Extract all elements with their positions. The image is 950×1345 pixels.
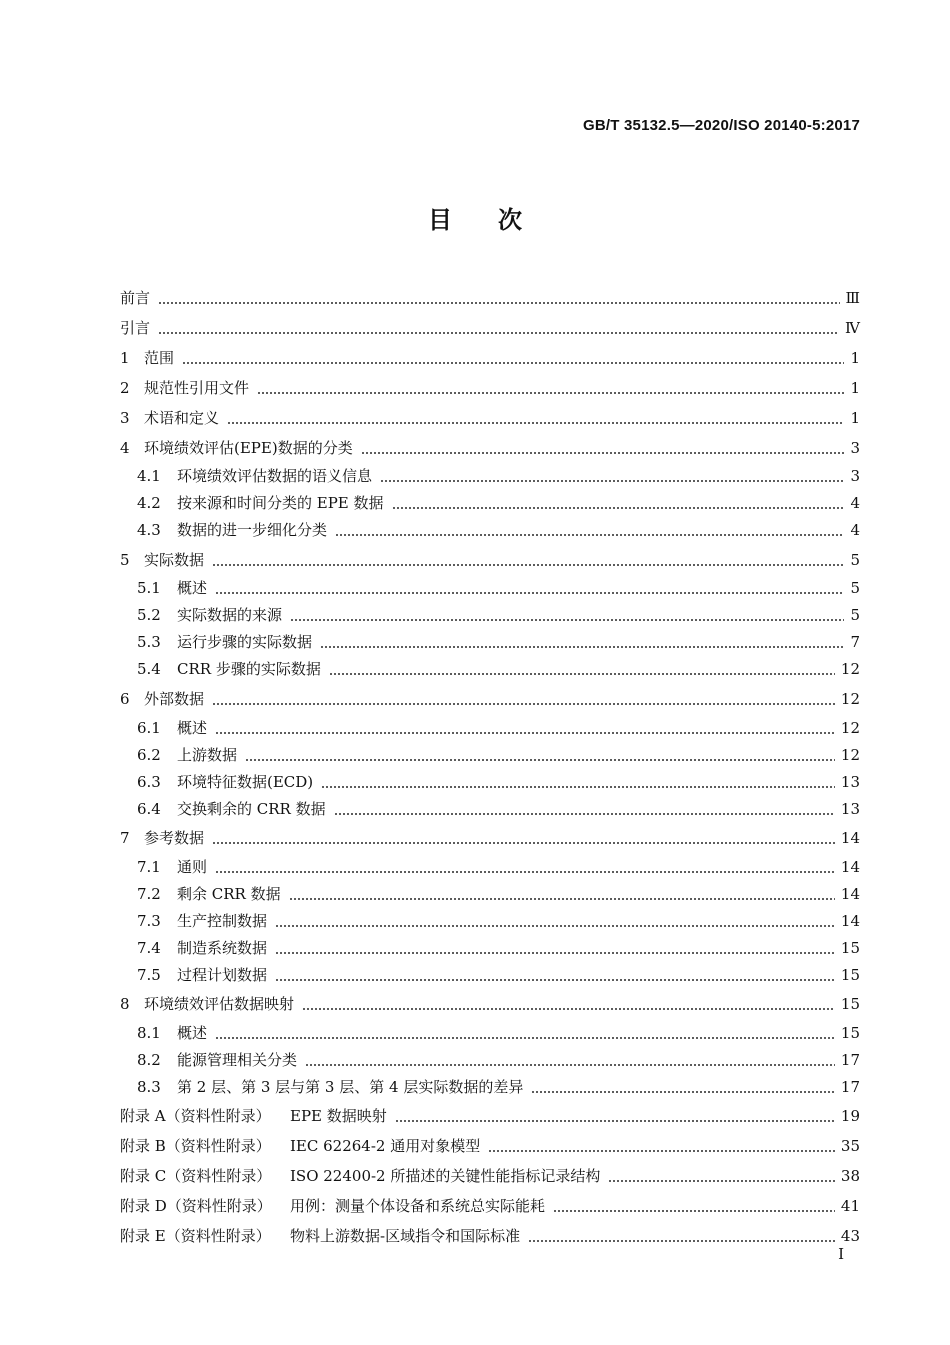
toc-annex-id: 附录 D（资料性附录） bbox=[120, 1197, 272, 1215]
toc-entry-number: 4 bbox=[120, 439, 130, 457]
toc-leader-dots bbox=[275, 965, 835, 985]
toc-entry-number: 7.4 bbox=[137, 939, 161, 957]
toc-entry[interactable] bbox=[120, 460, 860, 486]
toc-page-number: 7 bbox=[850, 633, 860, 651]
toc-entry[interactable] bbox=[120, 932, 860, 958]
toc-leader-dots bbox=[257, 378, 844, 398]
toc-entry-label: 实际数据的来源 bbox=[177, 606, 283, 624]
toc-page-number: 15 bbox=[840, 1024, 860, 1042]
toc-entry[interactable] bbox=[120, 1044, 860, 1070]
toc-entry-label: 环境特征数据(ECD) bbox=[177, 773, 314, 791]
toc-entry[interactable] bbox=[120, 1017, 860, 1043]
toc-leader-dots bbox=[158, 318, 839, 338]
toc-leader-dots bbox=[275, 911, 835, 931]
toc-entry-number: 5 bbox=[120, 551, 130, 569]
toc-entry-label: 环境绩效评估数据映射 bbox=[144, 995, 295, 1013]
toc-leader-dots bbox=[158, 288, 840, 308]
toc-entry-label: 数据的进一步细化分类 bbox=[177, 521, 328, 539]
toc-leader-dots bbox=[392, 493, 844, 513]
toc-entry[interactable] bbox=[120, 626, 860, 652]
toc-entry-label: 实际数据 bbox=[144, 551, 205, 569]
page-title: 目次 bbox=[428, 205, 568, 234]
toc-page-number: 41 bbox=[840, 1197, 860, 1215]
toc-page-number: 12 bbox=[840, 746, 860, 764]
toc-page-number: 12 bbox=[840, 719, 860, 737]
toc-page-number: Ⅲ bbox=[845, 289, 860, 307]
toc-page-number: 19 bbox=[840, 1107, 860, 1125]
toc-entry-number: 5.3 bbox=[137, 633, 161, 651]
toc-page-number: 17 bbox=[840, 1078, 860, 1096]
toc-entry[interactable] bbox=[120, 851, 860, 877]
toc-page-number: 14 bbox=[840, 858, 860, 876]
toc-leader-dots bbox=[361, 438, 844, 458]
toc-entry-label: 交换剩余的 CRR 数据 bbox=[177, 800, 326, 818]
toc-entry[interactable] bbox=[120, 342, 860, 368]
toc-entry-number: 8.1 bbox=[137, 1024, 161, 1042]
toc-page-number: 12 bbox=[840, 660, 860, 678]
toc-leader-dots bbox=[329, 659, 835, 679]
page-number: I bbox=[838, 1245, 844, 1263]
toc-page-number: 13 bbox=[840, 800, 860, 818]
toc-page-number: Ⅳ bbox=[845, 319, 860, 337]
toc-leader-dots bbox=[245, 745, 835, 765]
toc-entry-label: 剩余 CRR 数据 bbox=[177, 885, 281, 903]
toc-leader-dots bbox=[212, 689, 835, 709]
toc-leader-dots bbox=[215, 857, 835, 877]
toc-leader-dots bbox=[488, 1136, 835, 1156]
toc-leader-dots bbox=[531, 1077, 835, 1097]
toc-page-number: 1 bbox=[850, 379, 860, 397]
toc-page-number: 15 bbox=[840, 995, 860, 1013]
toc-page-number: 13 bbox=[840, 773, 860, 791]
toc-entry-label: 引言 bbox=[120, 319, 151, 337]
toc-page-number: 14 bbox=[840, 912, 860, 930]
toc-entry[interactable] bbox=[120, 372, 860, 398]
toc-entry[interactable] bbox=[120, 282, 860, 308]
toc-entry-number: 5.4 bbox=[137, 660, 161, 678]
toc-page-number: 12 bbox=[840, 690, 860, 708]
toc-entry-label: 概述 bbox=[177, 579, 208, 597]
toc-entry-number: 4.3 bbox=[137, 521, 161, 539]
toc-page-number: 15 bbox=[840, 966, 860, 984]
toc-entry[interactable] bbox=[120, 822, 860, 848]
toc-entry-number: 5.2 bbox=[137, 606, 161, 624]
toc-entry[interactable] bbox=[120, 402, 860, 428]
toc-entry-number: 5.1 bbox=[137, 579, 161, 597]
toc-leader-dots bbox=[215, 1023, 835, 1043]
toc-entry[interactable] bbox=[120, 599, 860, 625]
toc-entry-number: 4.2 bbox=[137, 494, 161, 512]
toc-entry-label: IEC 62264-2 通用对象模型 bbox=[290, 1137, 481, 1155]
toc-entry-label: 概述 bbox=[177, 719, 208, 737]
toc-entry-label: 用例：测量个体设备和系统总实际能耗 bbox=[290, 1197, 546, 1215]
toc-entry-label: 按来源和时间分类的 EPE 数据 bbox=[177, 494, 384, 512]
toc-entry-label: EPE 数据映射 bbox=[290, 1107, 387, 1125]
toc-leader-dots bbox=[275, 938, 835, 958]
toc-entry-label: CRR 步骤的实际数据 bbox=[177, 660, 321, 678]
toc-entry[interactable] bbox=[120, 878, 860, 904]
toc-entry[interactable] bbox=[120, 1220, 860, 1246]
toc-entry[interactable] bbox=[120, 312, 860, 338]
toc-entry[interactable] bbox=[120, 712, 860, 738]
toc-entry[interactable] bbox=[120, 544, 860, 570]
toc-entry[interactable] bbox=[120, 905, 860, 931]
toc-leader-dots bbox=[334, 799, 835, 819]
toc-page-number: 4 bbox=[850, 494, 860, 512]
toc-leader-dots bbox=[608, 1166, 835, 1186]
toc-entry-number: 7.3 bbox=[137, 912, 161, 930]
toc-page-number: 3 bbox=[850, 467, 860, 485]
toc-entry[interactable] bbox=[120, 1100, 860, 1126]
toc-entry-label: 规范性引用文件 bbox=[144, 379, 250, 397]
toc-page-number: 5 bbox=[850, 606, 860, 624]
toc-entry-label: 参考数据 bbox=[144, 829, 205, 847]
toc-entry-label: 物料上游数据-区域指令和国际标准 bbox=[290, 1227, 521, 1245]
toc-page-number: 35 bbox=[840, 1137, 860, 1155]
toc-entry-number: 7.1 bbox=[137, 858, 161, 876]
toc-entry-label: ISO 22400-2 所描述的关键性能指标记录结构 bbox=[290, 1167, 601, 1185]
toc-leader-dots bbox=[553, 1196, 835, 1216]
toc-entry-number: 7 bbox=[120, 829, 130, 847]
toc-entry-label: 生产控制数据 bbox=[177, 912, 268, 930]
toc-page-number: 38 bbox=[840, 1167, 860, 1185]
toc-page-number: 43 bbox=[840, 1227, 860, 1245]
toc-entry-label: 第 2 层、第 3 层与第 3 层、第 4 层实际数据的差异 bbox=[177, 1078, 524, 1096]
toc-leader-dots bbox=[212, 828, 835, 848]
toc-entry-label: 上游数据 bbox=[177, 746, 238, 764]
toc-entry[interactable] bbox=[120, 1160, 860, 1186]
toc-entry-number: 6.1 bbox=[137, 719, 161, 737]
toc-entry[interactable] bbox=[120, 683, 860, 709]
toc-entry-label: 概述 bbox=[177, 1024, 208, 1042]
toc-entry-label: 能源管理相关分类 bbox=[177, 1051, 298, 1069]
toc-leader-dots bbox=[305, 1050, 835, 1070]
toc-annex-id: 附录 C（资料性附录） bbox=[120, 1167, 272, 1185]
toc-entry-number: 7.5 bbox=[137, 966, 161, 984]
toc-entry[interactable] bbox=[120, 959, 860, 985]
toc-entry[interactable] bbox=[120, 653, 860, 679]
toc-entry-label: 环境绩效评估数据的语义信息 bbox=[177, 467, 373, 485]
toc-entry-label: 术语和定义 bbox=[144, 409, 220, 427]
toc-leader-dots bbox=[215, 718, 835, 738]
toc-leader-dots bbox=[335, 520, 844, 540]
toc-entry-number: 8 bbox=[120, 995, 130, 1013]
toc-entry-number: 2 bbox=[120, 379, 130, 397]
toc-entry-number: 6.3 bbox=[137, 773, 161, 791]
toc-entry-number: 3 bbox=[120, 409, 130, 427]
toc-page-number: 1 bbox=[850, 349, 860, 367]
toc-entry[interactable] bbox=[120, 793, 860, 819]
toc-page-number: 3 bbox=[850, 439, 860, 457]
toc-annex-id: 附录 B（资料性附录） bbox=[120, 1137, 271, 1155]
toc-entry-label: 外部数据 bbox=[144, 690, 205, 708]
toc-leader-dots bbox=[528, 1226, 835, 1246]
toc-annex-id: 附录 E（资料性附录） bbox=[120, 1227, 271, 1245]
toc-entry-number: 8.3 bbox=[137, 1078, 161, 1096]
toc-entry-number: 6 bbox=[120, 690, 130, 708]
toc-entry-label: 制造系统数据 bbox=[177, 939, 268, 957]
toc-leader-dots bbox=[290, 605, 844, 625]
toc-page-number: 5 bbox=[850, 579, 860, 597]
toc-entry[interactable] bbox=[120, 1130, 860, 1156]
toc-leader-dots bbox=[302, 994, 835, 1014]
toc-page-number: 4 bbox=[850, 521, 860, 539]
toc-page-number: 1 bbox=[850, 409, 860, 427]
toc-page-number: 17 bbox=[840, 1051, 860, 1069]
toc-leader-dots bbox=[320, 632, 844, 652]
toc-entry[interactable] bbox=[120, 487, 860, 513]
toc-entry-number: 7.2 bbox=[137, 885, 161, 903]
toc-annex-id: 附录 A（资料性附录） bbox=[120, 1107, 271, 1125]
toc-entry-number: 6.4 bbox=[137, 800, 161, 818]
toc-page-number: 14 bbox=[840, 829, 860, 847]
toc-leader-dots bbox=[215, 578, 844, 598]
toc-leader-dots bbox=[380, 466, 844, 486]
toc-page-number: 5 bbox=[850, 551, 860, 569]
toc-entry-label: 通则 bbox=[177, 858, 208, 876]
toc-leader-dots bbox=[321, 772, 835, 792]
toc-entry-label: 运行步骤的实际数据 bbox=[177, 633, 313, 651]
toc-leader-dots bbox=[227, 408, 844, 428]
toc-entry[interactable] bbox=[120, 988, 860, 1014]
toc-leader-dots bbox=[212, 550, 844, 570]
toc-entry[interactable] bbox=[120, 1071, 860, 1097]
toc-entry[interactable] bbox=[120, 572, 860, 598]
toc-entry[interactable] bbox=[120, 432, 860, 458]
toc-leader-dots bbox=[182, 348, 844, 368]
toc-entry[interactable] bbox=[120, 514, 860, 540]
toc-page-number: 15 bbox=[840, 939, 860, 957]
toc-entry-number: 8.2 bbox=[137, 1051, 161, 1069]
toc-entry[interactable] bbox=[120, 766, 860, 792]
toc-entry-label: 环境绩效评估(EPE)数据的分类 bbox=[144, 439, 353, 457]
toc-entry-label: 范围 bbox=[144, 349, 175, 367]
toc-entry-label: 过程计划数据 bbox=[177, 966, 268, 984]
toc-entry-number: 6.2 bbox=[137, 746, 161, 764]
toc-entry-number: 1 bbox=[120, 349, 130, 367]
toc-page-number: 14 bbox=[840, 885, 860, 903]
toc-entry[interactable] bbox=[120, 1190, 860, 1216]
toc-entry-number: 4.1 bbox=[137, 467, 161, 485]
toc-leader-dots bbox=[395, 1106, 835, 1126]
toc-leader-dots bbox=[289, 884, 835, 904]
toc-entry-label: 前言 bbox=[120, 289, 151, 307]
toc-entry[interactable] bbox=[120, 739, 860, 765]
standard-code-header: GB/T 35132.5—2020/ISO 20140-5:2017 bbox=[583, 117, 860, 134]
